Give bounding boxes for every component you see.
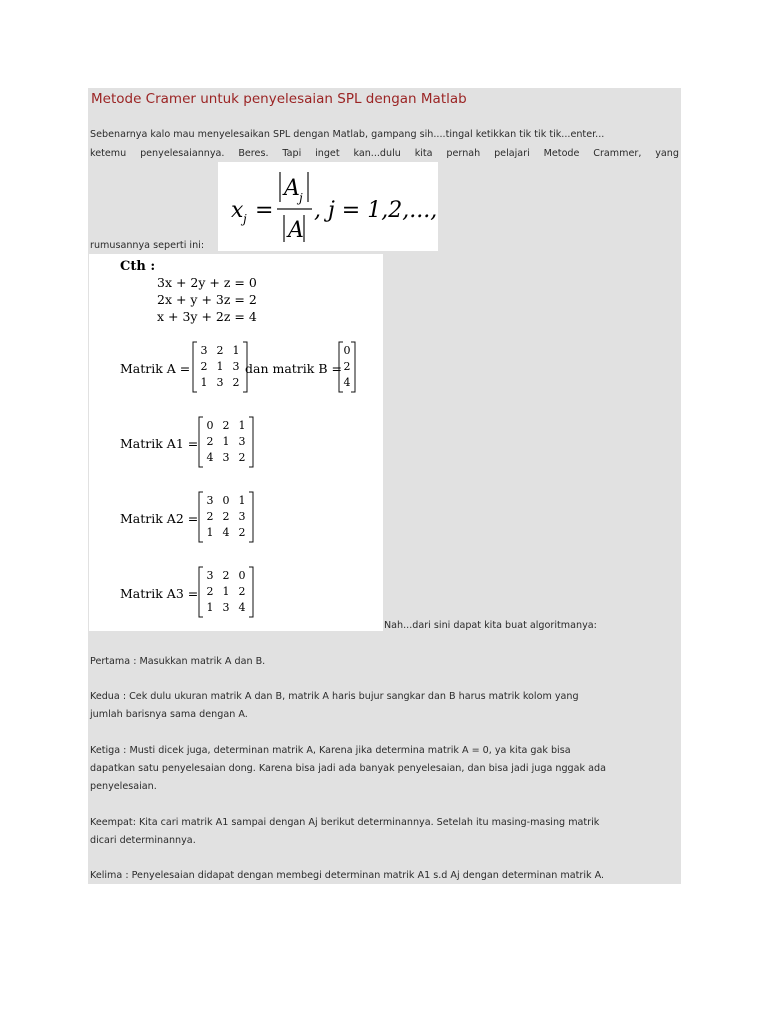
bracket-left bbox=[199, 567, 203, 617]
step-keempat-line-1: Keempat: Kita cari matrik A1 sampai dengan Aj berikut determinannya. Setelah itu masing-masing matrik bbox=[90, 817, 600, 828]
bracket-right bbox=[249, 492, 253, 542]
step-pertama: Pertama : Masukkan matrik A dan B. bbox=[90, 656, 266, 667]
bracket-right bbox=[351, 342, 355, 392]
formula-equals: = bbox=[255, 198, 274, 223]
matrix-cell: 3 bbox=[200, 344, 208, 357]
matrix-cell: 1 bbox=[222, 435, 230, 448]
bracket-left bbox=[193, 342, 197, 392]
matrix-a2-label: Matrik A2 = bbox=[120, 511, 199, 526]
matrix-cell: 2 bbox=[206, 510, 214, 523]
step-ketiga-line-1: Ketiga : Musti dicek juga, determinan matrik A, Karena jika determina matrik A = 0, ya kita gak bisa bbox=[90, 745, 571, 756]
matrix-cell: 1 bbox=[238, 494, 246, 507]
intro-line-2-word: yang bbox=[655, 148, 679, 159]
bracket-right bbox=[249, 567, 253, 617]
matrix-cell: 1 bbox=[200, 376, 208, 389]
formula-tail: , j = 1,2,...,n bbox=[314, 198, 438, 223]
matrix-cell: 3 bbox=[238, 510, 246, 523]
formula-lhs: x bbox=[231, 198, 244, 223]
matrix-cell: 4 bbox=[238, 601, 246, 614]
matrix-cell: 2 bbox=[238, 526, 246, 539]
step-kedua-line-2: jumlah barisnya sama dengan A. bbox=[90, 709, 248, 720]
example-image bbox=[89, 254, 383, 631]
equation-2: 2x + y + 3z = 2 bbox=[157, 292, 257, 307]
step-kelima: Kelima : Penyelesaian didapat dengan membegi determinan matrik A1 s.d Aj dengan determinan matrik A. bbox=[90, 870, 605, 881]
step-ketiga-line-2: dapatkan satu penyelesaian dong. Karena bisa jadi ada banyak penyelesaian, dan bisa jadi juga nggak ada bbox=[90, 763, 606, 774]
matrix-cell: 3 bbox=[216, 376, 224, 389]
formula-num-sub: j bbox=[299, 191, 303, 205]
matrix-a2 bbox=[199, 492, 253, 542]
matrix-cell: 2 bbox=[232, 376, 240, 389]
matrix-cell: 2 bbox=[206, 585, 214, 598]
matrix-cell: 3 bbox=[206, 494, 214, 507]
matrix-cell: 3 bbox=[222, 601, 230, 614]
matrix-cell: 2 bbox=[200, 360, 208, 373]
matrix-b-label: dan matrik B = bbox=[245, 361, 342, 376]
page-title: Metode Cramer untuk penyelesaian SPL dengan Matlab bbox=[91, 91, 467, 107]
bracket-right bbox=[249, 417, 253, 467]
bracket-left bbox=[199, 417, 203, 467]
intro-line-2-word: penyelesaiannya. bbox=[140, 148, 225, 159]
matrix-a1-label: Matrik A1 = bbox=[120, 436, 199, 451]
matrix-a3 bbox=[199, 567, 253, 617]
matrix-cell: 1 bbox=[238, 419, 246, 432]
intro-line-2-word: pernah bbox=[446, 148, 481, 159]
matrix-cell: 3 bbox=[206, 569, 214, 582]
matrix-cell: 3 bbox=[222, 451, 230, 464]
matrix-a1 bbox=[199, 417, 253, 467]
cramer-formula bbox=[218, 162, 438, 251]
example-heading: Cth : bbox=[120, 259, 156, 274]
matrix-a bbox=[193, 342, 247, 392]
matrix-cell: 0 bbox=[343, 344, 351, 357]
equation-3: x + 3y + 2z = 4 bbox=[157, 309, 257, 324]
equation-1: 3x + 2y + z = 0 bbox=[157, 275, 257, 290]
matrix-a-label: Matrik A = bbox=[120, 361, 191, 376]
cramer-formula-image bbox=[218, 162, 438, 251]
matrix-cell: 2 bbox=[222, 419, 230, 432]
matrix-cell: 2 bbox=[238, 451, 246, 464]
bracket-left bbox=[199, 492, 203, 542]
matrix-cell: 2 bbox=[222, 569, 230, 582]
matrix-cell: 0 bbox=[206, 419, 214, 432]
matrix-cell: 4 bbox=[206, 451, 214, 464]
matrix-cell: 1 bbox=[206, 601, 214, 614]
matrix-a3-label: Matrik A3 = bbox=[120, 586, 199, 601]
intro-line-2-word: inget bbox=[315, 148, 340, 159]
matrix-cell: 1 bbox=[216, 360, 224, 373]
matrix-cell: 2 bbox=[222, 510, 230, 523]
matrix-cell: 1 bbox=[206, 526, 214, 539]
matrix-cell: 2 bbox=[216, 344, 224, 357]
intro-line-2-word: kan...dulu bbox=[353, 148, 401, 159]
intro-line-2-justified bbox=[90, 145, 679, 163]
document-page bbox=[88, 88, 681, 884]
after-example-text: Nah...dari sini dapat kita buat algoritmanya: bbox=[384, 620, 597, 631]
matrix-cell: 4 bbox=[343, 376, 351, 389]
example-matrices bbox=[89, 254, 383, 631]
matrix-cell: 1 bbox=[222, 585, 230, 598]
matrix-cell: 2 bbox=[343, 360, 351, 373]
intro-line-2-word: pelajari bbox=[494, 148, 530, 159]
formula-num: A bbox=[284, 176, 300, 201]
matrix-cell: 0 bbox=[222, 494, 230, 507]
step-kedua-line-1: Kedua : Cek dulu ukuran matrik A dan B, matrik A haris bujur sangkar dan B harus matrik kolom yang bbox=[90, 691, 579, 702]
intro-line-2-word: ketemu bbox=[90, 148, 127, 159]
intro-line-3: rumusannya seperti ini: bbox=[90, 240, 205, 251]
intro-line-1: Sebenarnya kalo mau menyelesaikan SPL dengan Matlab, gampang sih....tingal ketikkan tik tik tik...enter... bbox=[90, 129, 605, 140]
step-keempat-line-2: dicari determinannya. bbox=[90, 835, 196, 846]
matrix-cell: 3 bbox=[232, 360, 240, 373]
matrix-cell: 0 bbox=[238, 569, 246, 582]
step-ketiga-line-3: penyelesaian. bbox=[90, 781, 157, 792]
intro-line-2-word: Metode bbox=[543, 148, 580, 159]
matrix-cell: 4 bbox=[222, 526, 230, 539]
matrix-cell: 1 bbox=[232, 344, 240, 357]
intro-line-2-word: Beres. bbox=[238, 148, 269, 159]
matrix-cell: 2 bbox=[206, 435, 214, 448]
intro-line-2-word: kita bbox=[414, 148, 433, 159]
matrix-cell: 2 bbox=[238, 585, 246, 598]
intro-line-2 bbox=[90, 145, 679, 163]
formula-den: A bbox=[288, 218, 304, 243]
matrix-cell: 3 bbox=[238, 435, 246, 448]
intro-line-2-word: Tapi bbox=[282, 148, 302, 159]
formula-lhs-sub: j bbox=[243, 212, 247, 226]
intro-line-2-word: Crammer, bbox=[593, 148, 642, 159]
